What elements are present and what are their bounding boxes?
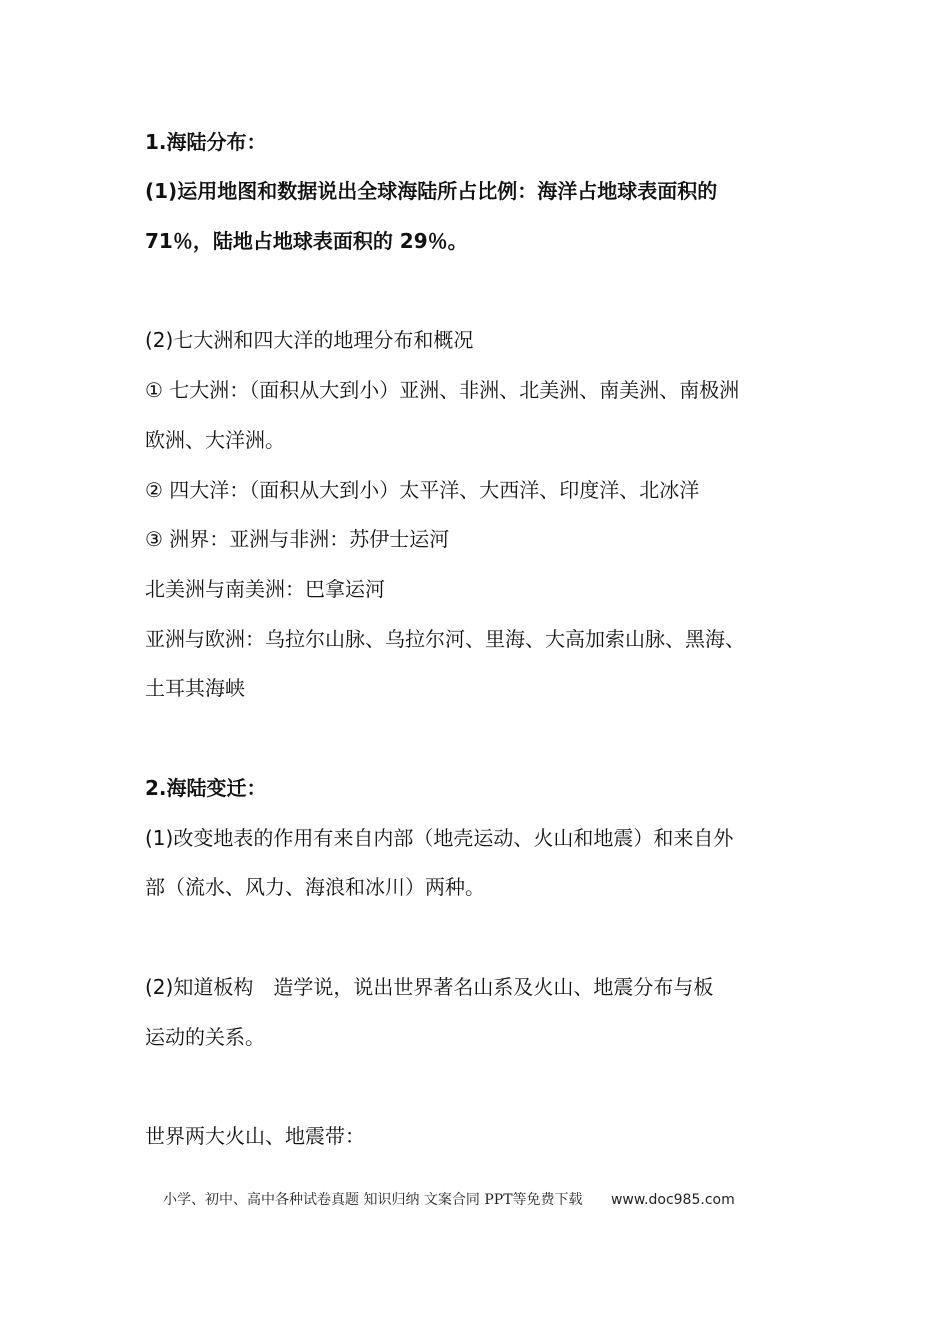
boundary-asia-europe-line2: 土耳其海峡: [145, 676, 245, 700]
oceans-line: ② 四大洋：（面积从大到小）太平洋、大西洋、印度洋、北冰洋: [145, 478, 700, 502]
section1-item2-title: (2)七大洲和四大洋的地理分布和概况: [145, 328, 474, 352]
section1-item1-line1: (1)运用地图和数据说出全球海陆所占比例：海洋占地球表面积的: [145, 179, 718, 203]
footer-url-link[interactable]: www.doc985.com: [610, 1192, 735, 1208]
boundary-americas: 北美洲与南美洲：巴拿运河: [145, 577, 385, 601]
section2-heading: 2.海陆变迁：: [145, 776, 267, 800]
section1-item1-line2: 71％，陆地占地球表面积的 29％。: [145, 229, 468, 253]
page-footer: [163, 1190, 823, 1210]
volcano-belts-heading: 世界两大火山、地震带：: [145, 1124, 365, 1148]
section2-item1-line2: 部（流水、风力、海浪和冰川）两种。: [145, 875, 485, 899]
section2-item1-line1: (1)改变地表的作用有来自内部（地壳运动、火山和地震）和来自外: [145, 826, 734, 850]
section2-item2-line1: (2)知道板构 造学说，说出世界著名山系及火山、地震分布与板: [145, 975, 714, 999]
section2-item2-line2: 运动的关系。: [145, 1025, 265, 1049]
boundary-asia-europe-line1: 亚洲与欧洲：乌拉尔山脉、乌拉尔河、里海、大高加索山脉、黑海、: [145, 627, 745, 651]
continents-line2: 欧洲、大洋洲。: [145, 428, 285, 452]
continents-line1: ① 七大洲：（面积从大到小）亚洲、非洲、北美洲、南美洲、南极洲: [145, 378, 740, 402]
section1-heading: 1.海陆分布：: [145, 130, 267, 154]
footer-text: 小学、初中、高中各种试卷真题 知识归纳 文案合同 PPT等免费下载: [163, 1192, 583, 1208]
boundary-asia-africa: ③ 洲界：亚洲与非洲：苏伊士运河: [145, 527, 450, 551]
